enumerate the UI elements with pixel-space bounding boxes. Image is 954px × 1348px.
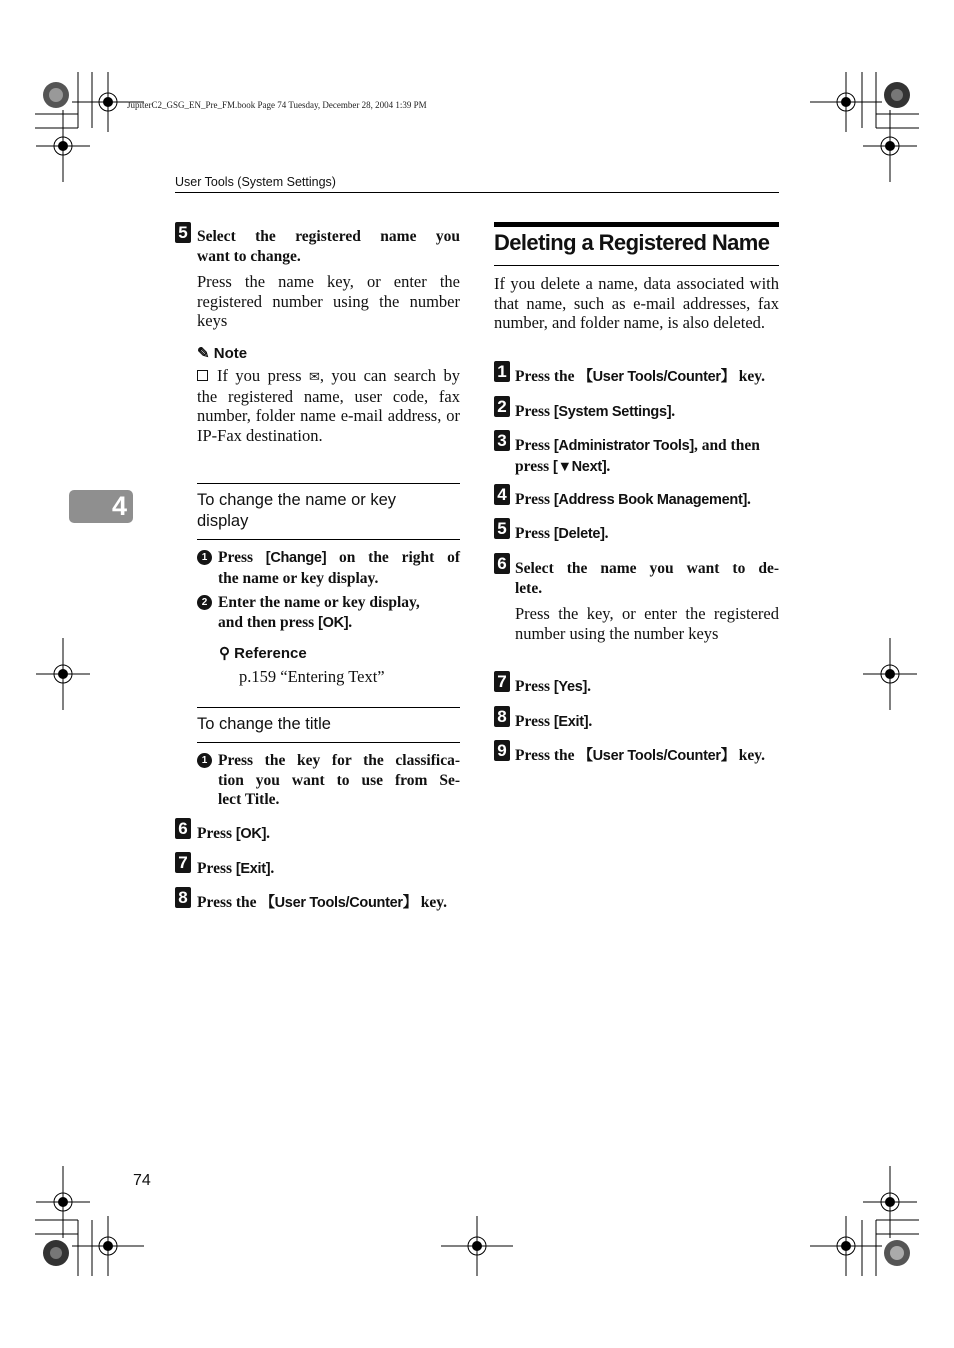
step-title: Press the 【User Tools/Counter】 key. — [515, 368, 766, 385]
step-number: 7 — [175, 852, 191, 873]
header-rule — [175, 192, 779, 193]
step-number: 5 — [175, 222, 191, 243]
subsection-rule — [197, 742, 460, 743]
substep-number: 1 — [197, 550, 212, 565]
subsection-rule — [197, 707, 460, 708]
step-number: 3 — [494, 430, 510, 451]
note-text: If you press ✉, you can search by the registered name, user code, fax number, folder name e-mail address, or IP-Fax destination. — [197, 366, 460, 445]
reference-heading: ⚲ Reference — [219, 645, 307, 662]
step-number: 1 — [494, 361, 510, 382]
step-title: Select the registered name you want to change. — [197, 228, 460, 265]
magnifier-icon: ⚲ — [219, 645, 230, 662]
checkbox-icon — [197, 370, 208, 381]
step-title: Press [Yes]. — [515, 678, 591, 695]
step-number: 5 — [494, 518, 510, 539]
envelope-icon: ✉ — [308, 369, 320, 384]
step-title: Press [OK]. — [197, 825, 270, 842]
running-header: User Tools (System Settings) — [175, 175, 336, 189]
step-number: 6 — [175, 818, 191, 839]
step-title: Press the 【User Tools/Counter】 key. — [197, 894, 448, 911]
reference-link[interactable]: p.159 “Entering Text” — [239, 667, 385, 686]
step-number: 2 — [494, 396, 510, 417]
substep-number: 1 — [197, 753, 212, 768]
subsection-rule — [197, 539, 460, 540]
step-title: Press [Exit]. — [515, 713, 593, 730]
pencil-icon: ✎ — [197, 345, 210, 362]
step-title: Press [Address Book Management]. — [515, 491, 751, 508]
print-header: JupiterC2_GSG_EN_Pre_FM.book Page 74 Tuesday, December 28, 2004 1:39 PM — [127, 100, 427, 110]
step-title: Press the 【User Tools/Counter】 key. — [515, 747, 766, 764]
section-intro: If you delete a name, data associated with that name, such as e-mail addresses, fax number, and folder name, is also deleted. — [494, 274, 779, 333]
substep-title: Press [Change] on the right of the name or key display. — [218, 549, 460, 587]
section-title: Deleting a Registered Name — [494, 230, 770, 255]
step-number: 7 — [494, 671, 510, 692]
step-body: Press the name key, or enter the registered number using the number keys — [197, 272, 460, 331]
subsection-rule — [197, 483, 460, 484]
step-title: Press [Administrator Tools], and then press [▼Next]. — [515, 437, 760, 475]
step-number: 8 — [494, 706, 510, 727]
step-title: Press [System Settings]. — [515, 403, 676, 420]
step-body: Press the key, or enter the registered number using the number keys — [515, 604, 779, 643]
step-number: 8 — [175, 887, 191, 908]
step-number: 9 — [494, 740, 510, 761]
step-title: Select the name you want to de- lete. — [515, 560, 779, 597]
page-number: 74 — [133, 1172, 151, 1189]
note-heading: ✎ Note — [197, 345, 248, 362]
step-title: Press [Delete]. — [515, 525, 609, 542]
substep-number: 2 — [197, 595, 212, 610]
substep-title: Press the key for the classifica- tion you want to use from Se- lect Title. — [218, 752, 460, 808]
subsection-heading: To change the name or key display — [197, 491, 397, 530]
section-title-rule — [494, 265, 779, 266]
step-title: Press [Exit]. — [197, 860, 275, 877]
step-number: 6 — [494, 553, 510, 574]
subsection-heading: To change the title — [197, 715, 331, 733]
step-number: 4 — [494, 484, 510, 505]
substep-title: Enter the name or key display, and then press [OK]. — [218, 594, 420, 631]
section-top-bar — [494, 222, 779, 227]
chapter-tab: 4 — [69, 490, 133, 523]
